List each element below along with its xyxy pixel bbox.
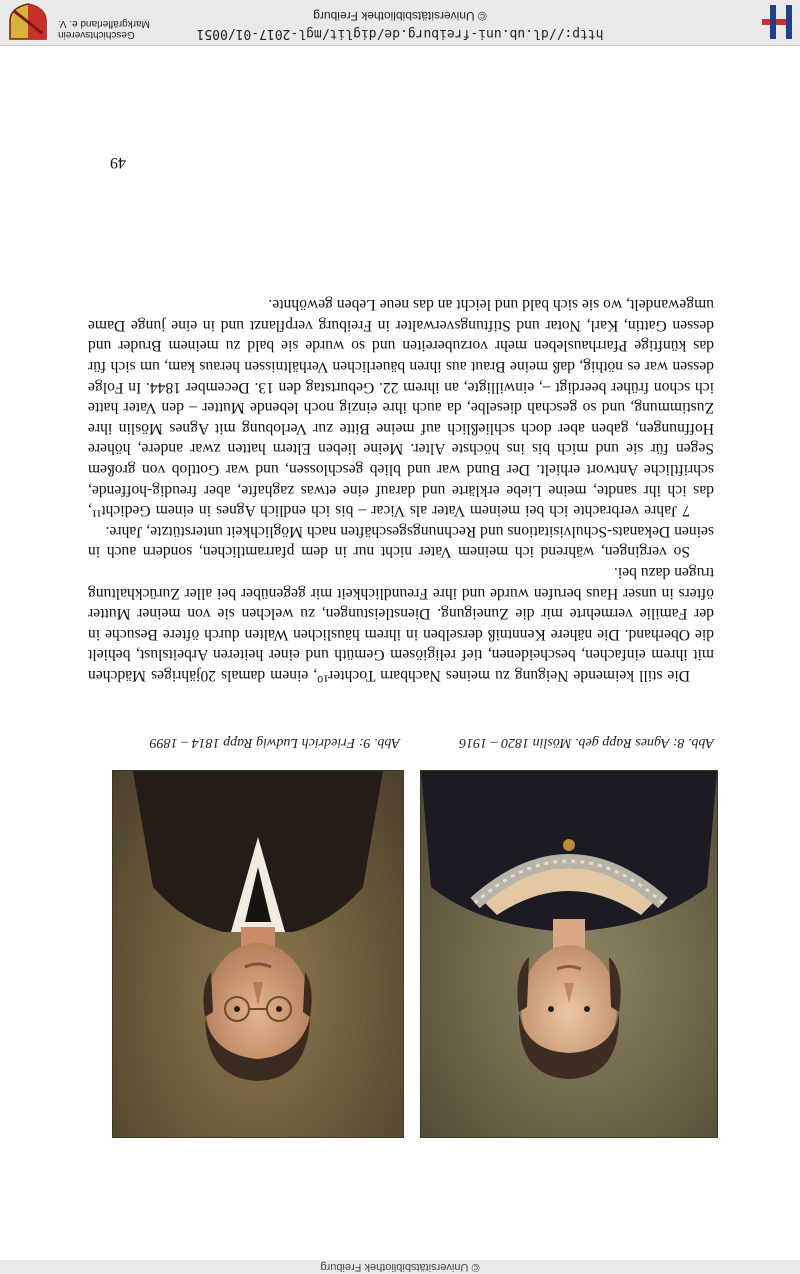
document-url[interactable]: http://dl.ub.uni-freiburg.de/diglit/mgl-2017-01/0051	[196, 26, 604, 41]
paragraph-2: So vergingen, während ich meinem Vater nicht nur in dem pfarramtlichen, sondern auch in seinen Dekanats-Schulvisitations und Rechnungsgeschäften nach Möglichkeit unterstützte, Jahre.	[88, 522, 714, 561]
paragraph-3: 7 Jahre verbrachte ich bei meinem Vater als Vicar – bis ich endlich Agnes in einem Gedicht¹¹, das ich ihr sandte, meine Liebe erklärte und darauf eine etwas zaghafte, aber freudig-hoffende, schriftliche Antwort erhielt. Der Bund war und blieb geschlossen, und war Gottlob von großem Segen für sie und mich bis ins höchste Alter. Meine lieben Eltern hatten zwar andere, höhere Hoffnungen, gaben aber doch schließlich auf meine Bitte zur Verlobung mit Agnes Möslin ihre Zustimmung, und so geschah dieselbe, da auch ihre einzig noch lebende Mutter – den Vater hatte ich schon früher beerdigt –, einwilligte, an ihrem 22. Geburtstag den 13. December 1844. In Folge dessen war es nöthig, daß meine Braut aus ihren bäuerlichen Verhältnissen heraus kam, um sich für das künftige Pfarrhausleben mehr vorzubereiten und so wurde sie bald zu meinem Bruder und dessen Gattin, Karl, Notar und Stiftungsverwalter in Freiburg verpflanzt und in eine junge Dame umgewandelt, wo sie sich bald und leicht an das neue Leben gewöhnte.	[88, 296, 714, 520]
society-name	[58, 18, 178, 40]
caption-figure-8: Abb. 8: Agnes Rapp geb. Möslin 1820 – 1916	[459, 735, 714, 750]
portrait-agnes-rapp	[420, 770, 718, 1138]
copyright-notice: © Universitätsbibliothek Freiburg	[313, 9, 487, 23]
footer-strip-text: © Universitätsbibliothek Freiburg	[320, 1261, 480, 1273]
header-bar	[0, 0, 800, 46]
footer-strip	[0, 1260, 800, 1274]
portrait-man-image	[113, 771, 403, 1137]
body-text	[88, 294, 714, 685]
crest-icon	[6, 3, 50, 41]
portrait-woman-image	[421, 771, 717, 1137]
society-name-line-1: Geschichtsverein	[58, 29, 135, 40]
paragraph-1: Die still keimende Neigung zu meines Nachbarn Tochter¹⁰, einem damals 20jähriges Mädchen mit ihrem einfachen, bescheidenen, tief religiösem Gemüth und einer heiteren Arbeitslust, behielt die Oberhand. Die nähere Kenntniß derselben in ihrem häuslichen Walten durch öftere Besuche in der Familie vermehrte mir die Zuneigung. Dienstleistungen, zu welchen sie von meiner Mutter öfters in unser Haus berufen wurde und ihre Freundlichkeit mir gegenüber bei aller Zurückhaltung trugen dazu bei.	[88, 564, 714, 684]
portrait-friedrich-rapp	[112, 770, 404, 1138]
university-library-logo-icon	[758, 3, 796, 41]
society-name-line-2: Markgräflerland e. V.	[58, 18, 150, 29]
page-number: 49	[110, 154, 126, 171]
caption-figure-9: Abb. 9: Friedrich Ludwig Rapp 1814 – 1899	[149, 735, 400, 750]
